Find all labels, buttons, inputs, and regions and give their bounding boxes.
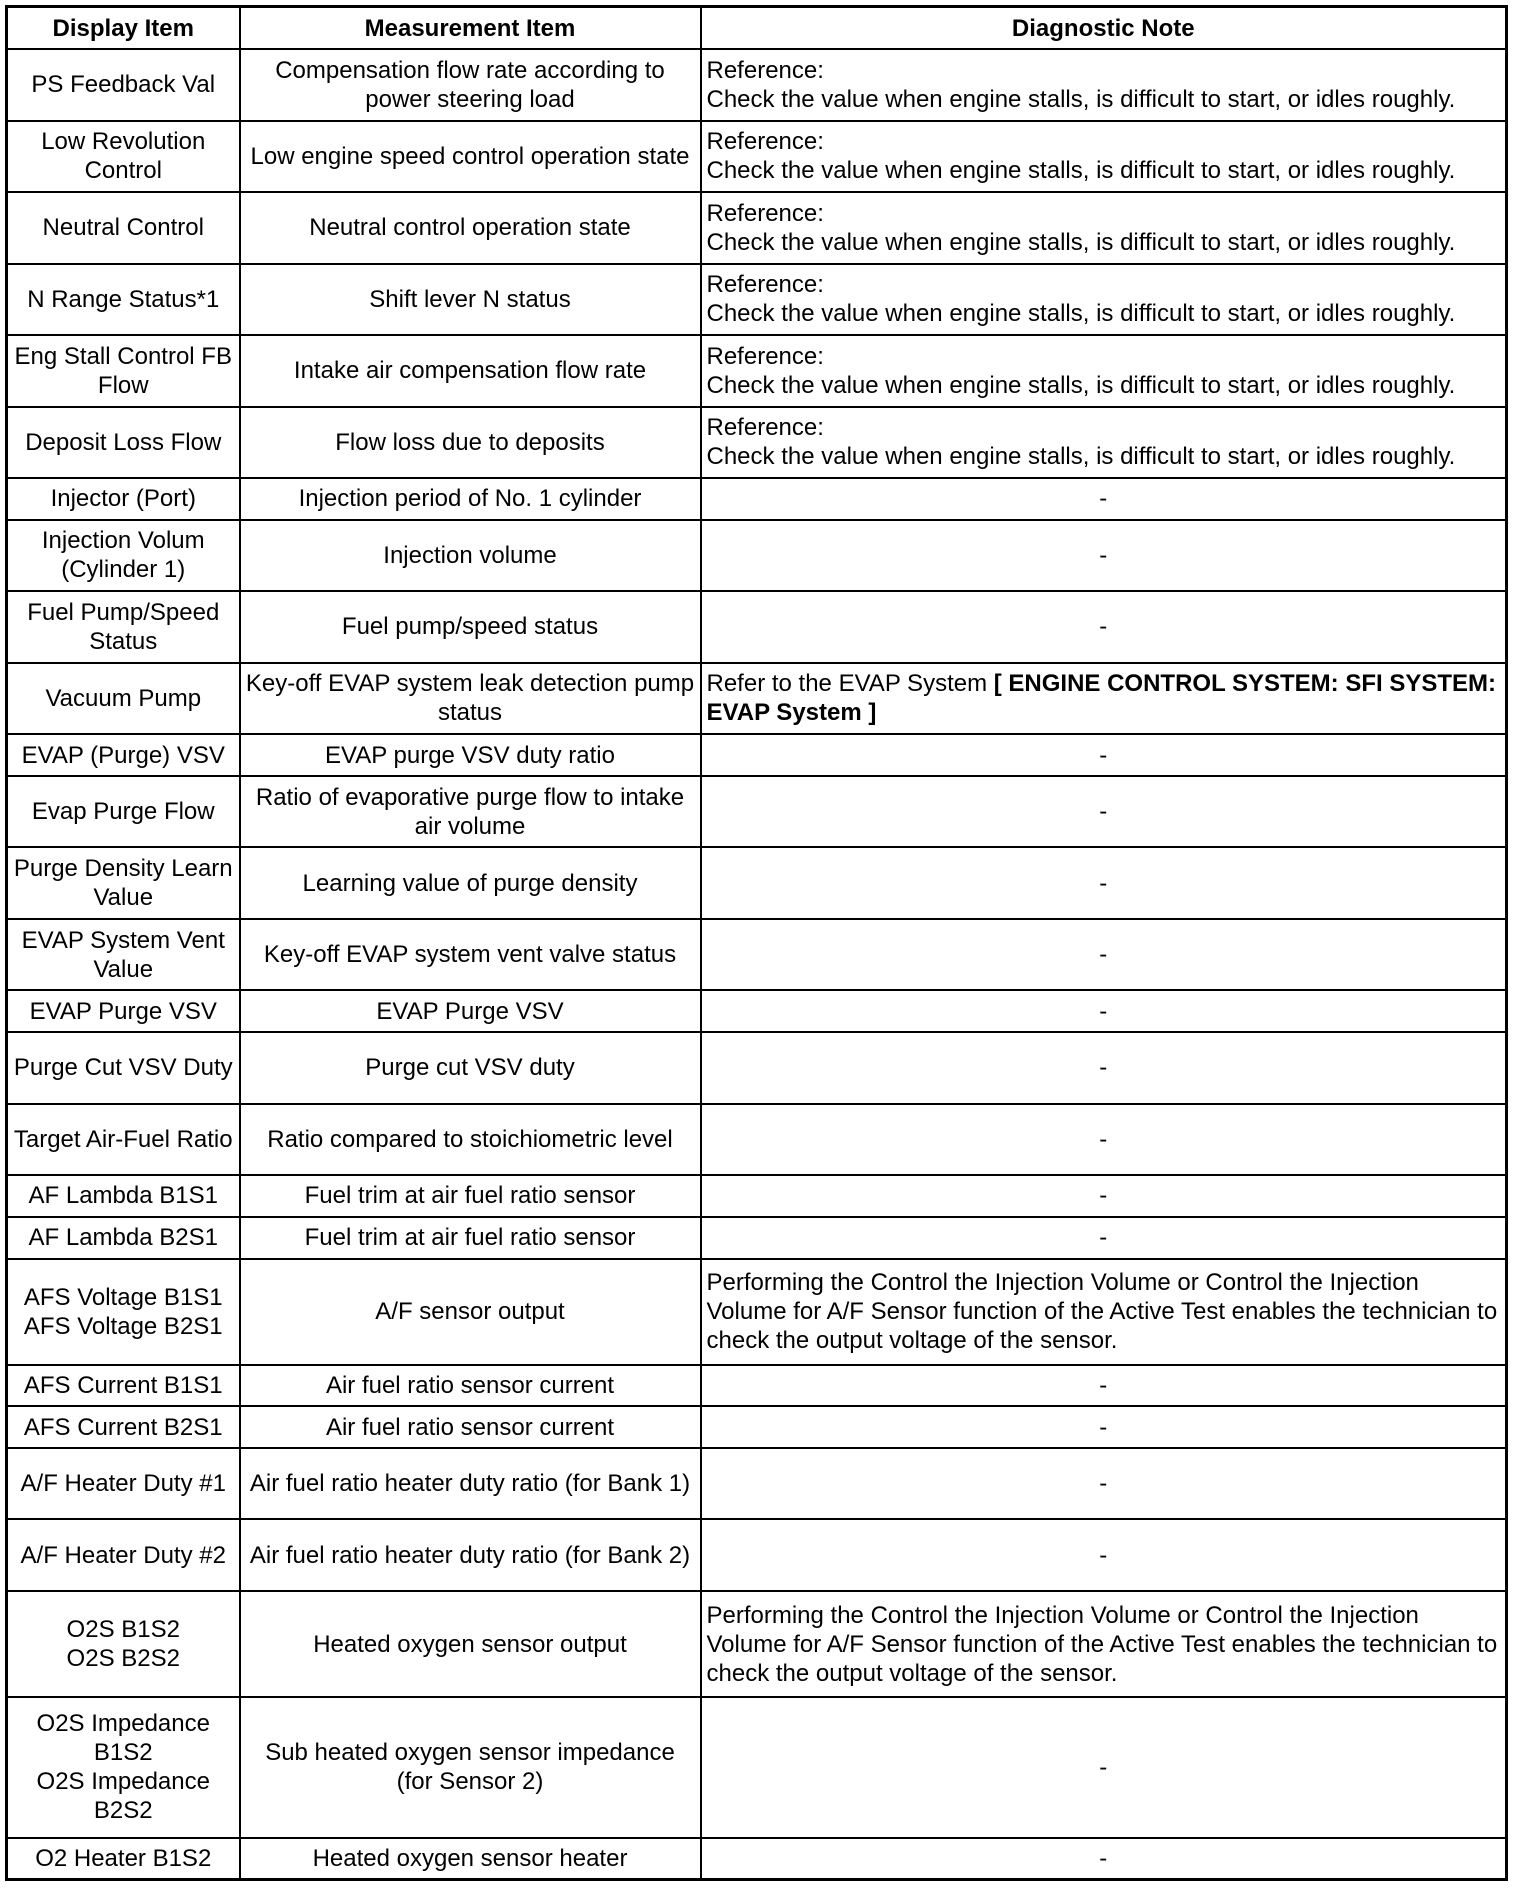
display-item-cell [7, 1838, 240, 1880]
measurement-item-cell: Heated oxygen sensor heater [240, 1838, 701, 1880]
header-row [7, 7, 1507, 50]
display-item-cell [7, 1591, 240, 1697]
diagnostic-note-text: - [1099, 613, 1108, 641]
display-item-text: AF Lambda B2S1 [28, 1224, 218, 1252]
measurement-item-cell: Purge cut VSV duty [240, 1032, 701, 1104]
diagnostic-note-text: - [1099, 1413, 1108, 1441]
table-row [7, 407, 1507, 479]
table-row [7, 1259, 1507, 1365]
measurement-item-cell: Injection period of No. 1 cylinder [240, 478, 701, 520]
table-row [7, 264, 1507, 336]
diagnostic-note-cell [701, 478, 1507, 520]
diagnostic-note-text: Reference: [706, 342, 824, 370]
table-row [7, 121, 1507, 193]
display-item-text: O2S Impedance B2S2 [36, 1768, 210, 1825]
diagnostic-note-text: - [1099, 741, 1108, 769]
display-item-cell [7, 1448, 240, 1520]
diagnostic-note-cell [701, 847, 1507, 919]
measurement-item-cell: Sub heated oxygen sensor impedance (for Sensor 2) [240, 1697, 701, 1838]
table-row [7, 847, 1507, 919]
display-item-cell [7, 1104, 240, 1176]
diagnostic-note-text: - [1099, 1371, 1108, 1399]
diagnostic-note-text: Performing the Control the Injection Volume or Control the Injection Volume for A/F Sensor function of the Active Test enables the technician to check the output voltage of the sensor. [706, 1269, 1498, 1355]
diagnostic-note-text: - [1099, 485, 1108, 513]
display-item-text: Eng Stall Control FB Flow [14, 342, 232, 399]
display-item-text: Deposit Loss Flow [25, 428, 222, 456]
display-item-text: AFS Current B1S1 [23, 1371, 223, 1399]
display-item-text: Evap Purge Flow [31, 798, 215, 826]
measurement-item-cell: Fuel pump/speed status [240, 591, 701, 663]
measurement-item-cell: Ratio of evaporative purge flow to intake air volume [240, 776, 701, 848]
display-item-cell [7, 663, 240, 735]
display-item-cell [7, 49, 240, 121]
display-item-cell [7, 776, 240, 848]
diagnostic-note-cell [701, 520, 1507, 592]
table-row [7, 591, 1507, 663]
measurement-item-cell: Key-off EVAP system vent valve status [240, 919, 701, 991]
diagnostic-note-cell [701, 121, 1507, 193]
display-item-cell [7, 192, 240, 264]
table-row [7, 1448, 1507, 1520]
header-diagnostic-note: Diagnostic Note [701, 7, 1507, 50]
display-item-cell [7, 407, 240, 479]
diagnostic-note-cell [701, 919, 1507, 991]
diagnostic-note-text: Performing the Control the Injection Volume or Control the Injection Volume for A/F Sensor function of the Active Test enables the technician to check the output voltage of the sensor. [706, 1601, 1498, 1687]
diagnostic-note-cell [701, 1838, 1507, 1880]
diagnostic-note-text: Check the value when engine stalls, is difficult to start, or idles roughly. [706, 157, 1456, 185]
display-item-text: EVAP System Vent Value [21, 926, 225, 983]
display-item-cell [7, 478, 240, 520]
display-item-cell [7, 335, 240, 407]
measurement-item-cell: Air fuel ratio heater duty ratio (for Bank 1) [240, 1448, 701, 1520]
display-item-cell [7, 591, 240, 663]
display-item-cell [7, 1259, 240, 1365]
diagnostic-note-text: Check the value when engine stalls, is difficult to start, or idles roughly. [706, 443, 1456, 471]
table-row [7, 1591, 1507, 1697]
diagnostic-note-text: - [1099, 1541, 1108, 1569]
diagnostic-note-cell [701, 1448, 1507, 1520]
display-item-text: Fuel Pump/Speed Status [27, 598, 220, 655]
diagnostic-note-text: - [1099, 1470, 1108, 1498]
diagnostic-note-text: Check the value when engine stalls, is difficult to start, or idles roughly. [706, 300, 1456, 328]
diagnostic-note-cell [701, 591, 1507, 663]
diagnostic-note-text: - [1099, 1125, 1108, 1153]
measurement-item-cell: Learning value of purge density [240, 847, 701, 919]
display-item-cell [7, 734, 240, 776]
diagnostic-note-text: Check the value when engine stalls, is difficult to start, or idles roughly. [706, 228, 1456, 256]
display-item-cell [7, 264, 240, 336]
diagnostic-note-cell [701, 1032, 1507, 1104]
measurement-item-cell: Air fuel ratio heater duty ratio (for Bank 2) [240, 1519, 701, 1591]
diagnostic-note-text: Check the value when engine stalls, is difficult to start, or idles roughly. [706, 371, 1456, 399]
measurement-item-cell: A/F sensor output [240, 1259, 701, 1365]
measurement-item-cell: Fuel trim at air fuel ratio sensor [240, 1175, 701, 1217]
display-item-cell [7, 1217, 240, 1259]
measurement-item-cell: Low engine speed control operation state [240, 121, 701, 193]
diagnostic-note-text: Reference: [706, 128, 824, 156]
diagnostic-note-cell [701, 1406, 1507, 1448]
display-item-text: O2S B2S2 [66, 1645, 180, 1673]
display-item-text: Purge Density Learn Value [13, 855, 233, 912]
table-row [7, 1175, 1507, 1217]
display-item-cell [7, 847, 240, 919]
display-item-cell [7, 520, 240, 592]
diagnostic-note-cell [701, 264, 1507, 336]
measurement-item-cell: Flow loss due to deposits [240, 407, 701, 479]
diagnostic-note-text: - [1099, 798, 1108, 826]
diagnostic-note-cell [701, 1519, 1507, 1591]
display-item-text: Injection Volum (Cylinder 1) [41, 527, 205, 584]
display-item-cell [7, 1697, 240, 1838]
diagnostic-note-text: - [1099, 1753, 1108, 1781]
diagnostic-note-text: Check the value when engine stalls, is difficult to start, or idles roughly. [706, 85, 1456, 113]
measurement-item-cell: Fuel trim at air fuel ratio sensor [240, 1217, 701, 1259]
table-row [7, 734, 1507, 776]
table-row [7, 990, 1507, 1032]
diagnostic-note-text: - [1099, 997, 1108, 1025]
diagnostic-note-cell [701, 1259, 1507, 1365]
measurement-item-cell: Neutral control operation state [240, 192, 701, 264]
measurement-item-cell: Injection volume [240, 520, 701, 592]
header-display-item: Display Item [7, 7, 240, 50]
diagnostic-note-text: - [1099, 1054, 1108, 1082]
display-item-text: Low Revolution Control [41, 128, 206, 185]
table-row [7, 192, 1507, 264]
display-item-text: N Range Status*1 [27, 285, 220, 313]
diagnostic-note-cell [701, 1175, 1507, 1217]
measurement-item-cell: Heated oxygen sensor output [240, 1591, 701, 1697]
display-item-cell [7, 1519, 240, 1591]
measurement-item-cell: Shift lever N status [240, 264, 701, 336]
display-item-cell [7, 1175, 240, 1217]
display-item-cell [7, 990, 240, 1032]
diagnostic-note-text: - [1099, 1224, 1108, 1252]
table-row [7, 1697, 1507, 1838]
display-item-text: AFS Voltage B1S1 [23, 1283, 223, 1311]
diagnostic-note-text: Reference: [706, 414, 824, 442]
diagnostic-note-text: Reference: [706, 56, 824, 84]
display-item-text: A/F Heater Duty #2 [20, 1541, 226, 1569]
diagnostic-note-cell [701, 1591, 1507, 1697]
evap-system-reference-link[interactable]: [ ENGINE CONTROL SYSTEM: SFI SYSTEM: EVAP System ] [706, 670, 1497, 727]
table-row [7, 478, 1507, 520]
table-row [7, 520, 1507, 592]
display-item-text: Vacuum Pump [45, 684, 202, 712]
diagnostic-note-text: Reference: [706, 271, 824, 299]
table-header [7, 7, 1507, 50]
diagnostic-note-text: - [1099, 1182, 1108, 1210]
table-row [7, 1838, 1507, 1880]
table-row [7, 919, 1507, 991]
diagnostic-note-text: - [1099, 941, 1108, 969]
measurement-item-cell: Air fuel ratio sensor current [240, 1365, 701, 1407]
table-body [7, 49, 1507, 1880]
diagnostic-note-cell [701, 1217, 1507, 1259]
table-row [7, 1217, 1507, 1259]
display-item-text: PS Feedback Val [31, 71, 216, 99]
display-item-text: O2 Heater B1S2 [35, 1844, 212, 1872]
table-row [7, 776, 1507, 848]
display-item-cell [7, 121, 240, 193]
display-item-text: EVAP Purge VSV [29, 997, 217, 1025]
diagnostic-note-cell [701, 192, 1507, 264]
diagnostic-note-text: - [1099, 1844, 1108, 1872]
diagnostic-note-cell [701, 49, 1507, 121]
display-item-text: Target Air-Fuel Ratio [13, 1125, 233, 1153]
table-row [7, 335, 1507, 407]
display-item-cell [7, 1032, 240, 1104]
diagnostic-note-text: Refer to the EVAP System [706, 670, 994, 698]
diagnostic-note-cell [701, 776, 1507, 848]
display-item-text: AF Lambda B1S1 [28, 1182, 218, 1210]
table-row [7, 1365, 1507, 1407]
measurement-item-cell: Key-off EVAP system leak detection pump status [240, 663, 701, 735]
display-item-text: Neutral Control [42, 214, 204, 242]
display-item-text: A/F Heater Duty #1 [20, 1470, 226, 1498]
table-row [7, 663, 1507, 735]
header-measurement-item: Measurement Item [240, 7, 701, 50]
table-row [7, 49, 1507, 121]
measurement-item-cell: Ratio compared to stoichiometric level [240, 1104, 701, 1176]
table-row [7, 1406, 1507, 1448]
display-item-text: EVAP (Purge) VSV [21, 741, 225, 769]
diagnostic-note-cell [701, 734, 1507, 776]
diagnostic-data-table [5, 5, 1508, 1881]
display-item-text: AFS Current B2S1 [23, 1413, 223, 1441]
diagnostic-note-cell [701, 335, 1507, 407]
display-item-text: Purge Cut VSV Duty [13, 1054, 233, 1082]
diagnostic-note-text: - [1099, 541, 1108, 569]
diagnostic-note-cell [701, 1365, 1507, 1407]
table-row [7, 1104, 1507, 1176]
display-item-text: O2S Impedance B1S2 [36, 1710, 210, 1767]
diagnostic-note-text: - [1099, 869, 1108, 897]
diagnostic-note-cell [701, 407, 1507, 479]
measurement-item-cell: EVAP Purge VSV [240, 990, 701, 1032]
diagnostic-note-cell [701, 1697, 1507, 1838]
display-item-text: AFS Voltage B2S1 [23, 1312, 223, 1340]
table-row [7, 1032, 1507, 1104]
measurement-item-cell: Compensation flow rate according to power steering load [240, 49, 701, 121]
diagnostic-note-cell [701, 990, 1507, 1032]
diagnostic-note-text: Reference: [706, 199, 824, 227]
display-item-text: O2S B1S2 [66, 1616, 180, 1644]
diagnostic-note-cell [701, 1104, 1507, 1176]
measurement-item-cell: EVAP purge VSV duty ratio [240, 734, 701, 776]
display-item-cell [7, 919, 240, 991]
measurement-item-cell: Intake air compensation flow rate [240, 335, 701, 407]
display-item-text: Injector (Port) [50, 485, 196, 513]
table-row [7, 1519, 1507, 1591]
diagnostic-note-cell [701, 663, 1507, 735]
measurement-item-cell: Air fuel ratio sensor current [240, 1406, 701, 1448]
display-item-cell [7, 1365, 240, 1407]
display-item-cell [7, 1406, 240, 1448]
